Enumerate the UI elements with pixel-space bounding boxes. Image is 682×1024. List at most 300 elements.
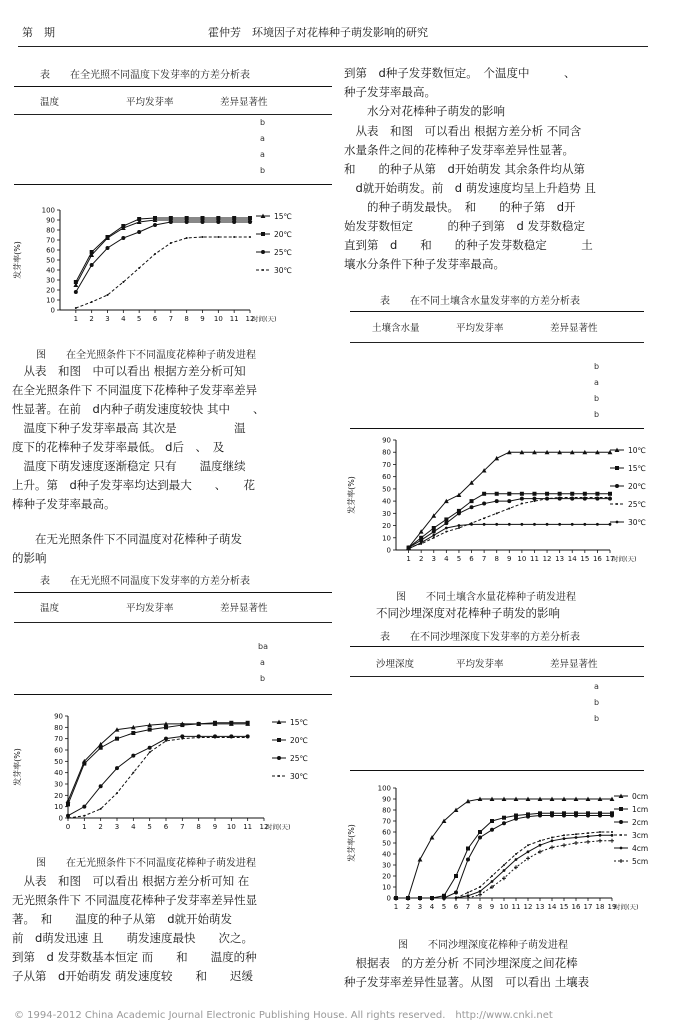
data-point	[137, 230, 141, 234]
data-point	[197, 722, 201, 726]
y-tick-label: 40	[46, 266, 55, 275]
data-point	[551, 837, 553, 839]
y-tick-label: 100	[377, 784, 391, 793]
data-point	[169, 220, 173, 224]
text-line: 性显著。在前 d内种子萌发速度较快 其中 、	[12, 402, 265, 416]
table4-bottom-rule	[350, 770, 644, 771]
y-tick-label: 70	[382, 460, 391, 469]
data-point	[550, 845, 554, 849]
data-point	[232, 220, 236, 224]
data-point	[185, 220, 189, 224]
legend-label: 3cm	[632, 831, 649, 840]
x-tick-label: 6	[152, 315, 158, 323]
series-line	[396, 816, 612, 899]
y-tick-label: 0	[50, 306, 55, 315]
data-point	[596, 523, 599, 526]
y-tick-label: 30	[54, 780, 63, 789]
x-tick-label: 2	[405, 903, 411, 911]
data-point	[533, 500, 535, 502]
table2-sig-3: b	[260, 674, 266, 683]
x-tick-label: 7	[180, 823, 185, 831]
data-point	[444, 521, 448, 525]
table2-title: 表 在无光照不同温度下发芽率的方差分析表	[40, 576, 250, 587]
data-point	[495, 492, 499, 496]
data-point	[558, 492, 562, 496]
x-tick-label: 6	[469, 555, 474, 563]
data-point	[583, 523, 586, 526]
data-point	[115, 766, 119, 770]
data-point	[82, 762, 86, 766]
x-tick-label: 13	[535, 903, 545, 911]
text-line: 种子发芽率最高。	[344, 85, 436, 99]
x-tick-label: 8	[494, 555, 499, 563]
data-point	[432, 530, 436, 534]
table1-sig-4: b	[260, 166, 266, 175]
y-axis-label: 发芽率(%)	[347, 824, 356, 862]
data-point	[148, 728, 152, 732]
data-point	[508, 523, 511, 526]
table4-col-2: 平均发芽率	[456, 659, 504, 670]
data-point	[574, 814, 578, 818]
legend-marker	[619, 807, 623, 811]
y-tick-label: 60	[382, 473, 391, 482]
y-tick-label: 90	[382, 436, 391, 445]
data-point	[527, 850, 530, 853]
data-point	[514, 865, 518, 869]
text-line: 到第 d 发芽数基本恒定 而 和 温度的种	[12, 950, 257, 964]
table4-col-3: 差异显著性	[550, 659, 598, 670]
series-line	[396, 813, 612, 898]
data-point	[520, 523, 523, 526]
data-point	[232, 216, 236, 220]
legend-marker	[261, 250, 265, 254]
x-tick-label: 12	[245, 315, 255, 323]
series-line	[76, 220, 250, 285]
series-line	[409, 497, 610, 547]
data-point	[490, 828, 494, 832]
table4-sig-3: b	[594, 714, 600, 723]
x-tick-label: 1	[73, 315, 79, 323]
data-point	[546, 523, 549, 526]
data-point	[526, 815, 530, 819]
table2-mid-rule	[14, 622, 332, 623]
y-tick-label: 70	[54, 735, 63, 744]
data-point	[574, 841, 578, 845]
x-tick-label: 14	[567, 555, 577, 563]
text-line: 的种子萌发最快。 和 的种子第 d开	[344, 200, 576, 214]
data-point	[75, 307, 77, 309]
data-point	[470, 499, 474, 503]
data-point	[83, 815, 85, 817]
data-point	[454, 891, 458, 895]
data-point	[491, 875, 493, 877]
data-point	[515, 853, 517, 855]
header-rule	[18, 46, 648, 47]
fig4-chart	[344, 780, 668, 914]
data-point	[458, 524, 461, 527]
x-tick-label: 7	[481, 555, 487, 563]
legend-label: 25℃	[274, 248, 292, 257]
y-tick-label: 30	[382, 861, 391, 870]
series-line	[68, 736, 248, 815]
x-axis-label: 时间(天)	[614, 903, 639, 911]
x-tick-label: 12	[523, 903, 533, 911]
data-point	[584, 496, 586, 498]
data-point	[201, 216, 205, 220]
data-point	[99, 746, 103, 750]
legend-label: 20℃	[274, 230, 292, 239]
right-paragraph-3	[344, 954, 589, 992]
text-line: 著。 和 温度的种子从第 d就开始萌发	[12, 912, 233, 926]
table3-col-1: 土壤含水量	[372, 323, 420, 334]
x-tick-label: 19	[607, 903, 617, 911]
x-tick-label: 8	[184, 315, 189, 323]
data-point	[550, 814, 554, 818]
table2-sig-2: a	[260, 658, 265, 667]
table4-title: 表 在不同沙埋深度下发芽率的方差分析表	[380, 632, 580, 643]
data-point	[246, 721, 250, 725]
table2-col-1: 温度	[40, 603, 60, 614]
text-line: 前 d萌发迅速 且 萌发速度最快 次之。	[12, 931, 253, 945]
data-point	[575, 833, 577, 835]
table2-bottom-rule	[14, 694, 332, 695]
x-tick-label: 9	[507, 555, 512, 563]
data-point	[527, 844, 529, 846]
series-line	[396, 799, 612, 898]
data-point	[610, 839, 614, 843]
x-tick-label: 15	[559, 903, 569, 911]
y-tick-label: 10	[54, 803, 63, 812]
y-tick-label: 70	[46, 236, 55, 245]
legend-marker	[619, 859, 623, 863]
data-point	[571, 496, 573, 498]
x-axis-label: 时间(天)	[252, 315, 277, 323]
x-tick-label: 3	[431, 555, 436, 563]
text-line: 度下的花棒种子发芽率最低。 d后 、 及	[12, 440, 225, 454]
y-tick-label: 10	[46, 296, 55, 305]
text-line: 温度下种子发芽率最高 其次是 温	[12, 421, 246, 435]
data-point	[180, 723, 184, 727]
x-tick-label: 5	[136, 315, 142, 323]
y-tick-label: 40	[382, 497, 391, 506]
legend-label: 1cm	[632, 805, 649, 814]
data-point	[520, 497, 524, 501]
data-point	[106, 246, 110, 250]
data-point	[575, 836, 578, 839]
x-tick-label: 0	[65, 823, 71, 831]
left-paragraph-2	[12, 872, 257, 986]
legend-label: 30℃	[290, 772, 308, 781]
data-point	[121, 224, 125, 228]
data-point	[478, 893, 482, 897]
data-point	[90, 263, 94, 267]
data-point	[526, 856, 530, 860]
y-tick-label: 0	[386, 894, 391, 903]
data-point	[586, 840, 590, 844]
data-point	[132, 772, 134, 774]
data-point	[514, 817, 518, 821]
data-point	[598, 839, 602, 843]
x-tick-label: 8	[477, 903, 483, 911]
legend-label: 30℃	[274, 266, 292, 275]
legend-label: 10℃	[628, 446, 646, 455]
data-point	[508, 507, 510, 509]
y-tick-label: 40	[54, 769, 63, 778]
data-point	[502, 821, 506, 825]
data-point	[248, 220, 252, 224]
data-point	[100, 808, 102, 810]
x-tick-label: 10	[226, 823, 236, 831]
data-point	[66, 802, 70, 806]
data-point	[587, 832, 589, 834]
data-point	[502, 876, 506, 880]
data-point	[107, 294, 109, 296]
y-axis-label: 发芽率(%)	[13, 748, 22, 786]
legend-marker	[615, 466, 619, 470]
data-point	[538, 850, 542, 854]
data-point	[563, 837, 566, 840]
x-tick-label: 11	[511, 903, 521, 911]
data-point	[495, 499, 499, 503]
data-point	[432, 534, 435, 537]
header-title: 霍仲芳 环境因子对花棒种子萌发影响的研究	[208, 26, 428, 39]
data-point	[153, 223, 157, 227]
x-tick-label: 9	[212, 823, 218, 831]
legend-label: 4cm	[632, 844, 649, 853]
y-tick-label: 20	[46, 286, 55, 295]
text-line: 上升。第 d种子发芽率均达到最大 、 花	[12, 478, 256, 492]
legend-label: 0cm	[632, 792, 649, 801]
data-point	[532, 497, 536, 501]
x-tick-label: 1	[82, 823, 87, 831]
x-tick-label: 7	[465, 903, 471, 911]
text-line: 温度下萌发速度逐渐稳定 只有 温度继续	[12, 459, 246, 473]
y-tick-label: 80	[382, 806, 391, 815]
data-point	[229, 721, 233, 725]
data-point	[532, 492, 536, 496]
data-point	[247, 737, 249, 739]
text-line: 直到第 d 和 的种子发芽数稳定 土	[344, 238, 593, 252]
text-line: 壤水分条件下种子发芽率最高。	[344, 257, 505, 271]
legend-marker	[262, 269, 264, 271]
data-point	[233, 236, 235, 238]
x-tick-label: 10	[517, 555, 527, 563]
data-point	[82, 805, 86, 809]
data-point	[496, 512, 498, 514]
x-tick-label: 16	[571, 903, 581, 911]
data-point	[586, 814, 590, 818]
data-point	[169, 216, 173, 220]
y-tick-label: 50	[54, 757, 63, 766]
fig4-caption: 图 不同沙埋深度花棒种子萌发进程	[398, 940, 568, 951]
x-tick-label: 10	[213, 315, 223, 323]
text-line: 和 的种子从第 d开始萌发 其余条件均从第	[344, 162, 585, 176]
table3-sig-2: a	[594, 378, 599, 387]
data-point	[502, 816, 506, 820]
data-point	[539, 840, 541, 842]
text-line: d就开始萌发。前 d 萌发速度均呈上升趋势 且	[344, 181, 596, 195]
data-point	[595, 492, 599, 496]
data-point	[599, 834, 602, 837]
data-point	[533, 523, 536, 526]
data-point	[230, 737, 232, 739]
data-point	[558, 523, 561, 526]
header-issue: 第 期	[22, 26, 55, 39]
x-tick-label: 17	[605, 555, 615, 563]
x-tick-label: 7	[168, 315, 174, 323]
data-point	[131, 731, 135, 735]
text-line: 水量条件之间的花棒种子发芽率差异性显著。	[344, 143, 574, 157]
legend-marker	[620, 834, 622, 836]
text-line: 种子发芽率差异性显著。从图 可以看出 土壤表	[344, 975, 590, 989]
fig3-caption: 图 不同土壤含水量花棒种子萌发进程	[396, 592, 576, 603]
data-point	[181, 738, 183, 740]
data-point	[482, 492, 486, 496]
data-point	[458, 527, 460, 529]
x-tick-label: 17	[583, 903, 593, 911]
series-line	[68, 724, 248, 801]
data-point	[545, 492, 549, 496]
text-line: 的影响	[12, 551, 47, 565]
y-tick-label: 100	[41, 206, 55, 215]
data-point	[610, 814, 614, 818]
series-line	[76, 218, 250, 282]
data-point	[503, 864, 505, 866]
x-tick-label: 14	[547, 903, 557, 911]
x-tick-label: 15	[580, 555, 590, 563]
data-point	[599, 831, 601, 833]
data-point	[596, 496, 598, 498]
text-line: 根据表 的方差分析 不同沙埋深度之间花棒	[344, 956, 578, 970]
x-tick-label: 9	[200, 315, 205, 323]
data-point	[454, 896, 458, 900]
legend-marker	[616, 503, 618, 505]
table1-col-1: 温度	[40, 97, 60, 108]
data-point	[433, 537, 435, 539]
legend-marker	[619, 820, 623, 824]
legend-marker	[277, 756, 281, 760]
table4-top-rule	[350, 646, 644, 647]
x-tick-label: 4	[444, 555, 449, 563]
legend-label: 25℃	[290, 754, 308, 763]
data-point	[164, 725, 168, 729]
y-tick-label: 20	[382, 522, 391, 531]
data-point	[483, 523, 486, 526]
data-point	[186, 237, 188, 239]
table4-sig-1: a	[594, 682, 599, 691]
data-point	[538, 814, 542, 818]
y-axis-label: 发芽率(%)	[13, 241, 22, 279]
data-point	[432, 526, 436, 530]
x-tick-label: 12	[542, 555, 552, 563]
data-point	[214, 737, 216, 739]
data-point	[99, 784, 103, 788]
data-point	[457, 511, 461, 515]
data-point	[598, 814, 602, 818]
data-point	[520, 492, 524, 496]
legend-label: 5cm	[632, 857, 649, 866]
x-tick-label: 6	[163, 823, 169, 831]
table3-sig-3: b	[594, 394, 600, 403]
table3-col-2: 平均发芽率	[456, 323, 504, 334]
x-tick-label: 11	[229, 315, 239, 323]
data-point	[418, 857, 423, 861]
x-tick-label: 5	[441, 903, 447, 911]
legend-marker	[261, 232, 265, 236]
x-tick-label: 10	[499, 903, 509, 911]
data-point	[546, 498, 548, 500]
table1-sig-3: a	[260, 150, 265, 159]
y-tick-label: 90	[382, 795, 391, 804]
data-point	[507, 492, 511, 496]
data-point	[515, 858, 518, 861]
x-tick-label: 2	[89, 315, 94, 323]
data-point	[466, 858, 470, 862]
y-tick-label: 70	[382, 817, 391, 826]
y-tick-label: 80	[382, 448, 391, 457]
table3-col-3: 差异显著性	[550, 323, 598, 334]
legend-label: 2cm	[632, 818, 649, 827]
table4-col-1: 沙埋深度	[376, 659, 415, 670]
x-tick-label: 4	[131, 823, 136, 831]
data-point	[74, 290, 78, 294]
text-line: 无光照条件下 不同温度花棒种子发芽率差异性显	[12, 893, 258, 907]
data-point	[74, 280, 78, 284]
table1-col-3: 差异显著性	[220, 97, 268, 108]
table4-sig-2: b	[594, 698, 600, 707]
data-point	[115, 737, 119, 741]
text-line: 子从第 d开始萌发 萌发速度较 和 迟缓	[12, 969, 253, 983]
x-tick-label: 13	[555, 555, 565, 563]
x-axis-label: 时间(天)	[612, 555, 637, 563]
text-line: 从表 和图 可以看出 根据方差分析 不同含	[344, 124, 582, 138]
table3-top-rule	[350, 311, 644, 312]
data-point	[611, 834, 614, 837]
x-tick-label: 6	[453, 903, 459, 911]
data-point	[470, 505, 474, 509]
fig1-chart	[10, 200, 300, 340]
fig2-chart	[10, 708, 320, 842]
table1-sig-2: a	[260, 134, 265, 143]
data-point	[116, 792, 118, 794]
data-point	[148, 746, 152, 750]
y-tick-label: 50	[382, 839, 391, 848]
table2-top-rule	[14, 592, 332, 593]
data-point	[507, 499, 511, 503]
x-tick-label: 2	[98, 823, 103, 831]
text-line: 从表 和图 可以看出 根据方差分析可知 在	[12, 874, 250, 888]
data-point	[570, 492, 574, 496]
data-point	[563, 834, 565, 836]
left-heading-dark	[12, 530, 242, 568]
x-tick-label: 8	[196, 823, 201, 831]
data-point	[483, 517, 485, 519]
data-point	[121, 236, 125, 240]
fig3-chart	[344, 432, 668, 582]
table1-top-rule	[14, 86, 332, 87]
left-paragraph-1	[12, 362, 264, 514]
y-tick-label: 20	[382, 872, 391, 881]
table3-sig-1: b	[594, 362, 600, 371]
legend-label: 30℃	[628, 518, 646, 527]
series-line	[76, 222, 250, 292]
data-point	[495, 523, 498, 526]
fig2-caption: 图 在无光照条件下不同温度花棒种子萌发进程	[36, 858, 256, 869]
table1-title: 表 在全光照不同温度下发芽率的方差分析表	[40, 70, 250, 81]
legend-label: 15℃	[290, 718, 308, 727]
text-line: 从表 和图 中可以看出 根据方差分析可知	[12, 364, 246, 378]
x-tick-label: 4	[429, 903, 435, 911]
